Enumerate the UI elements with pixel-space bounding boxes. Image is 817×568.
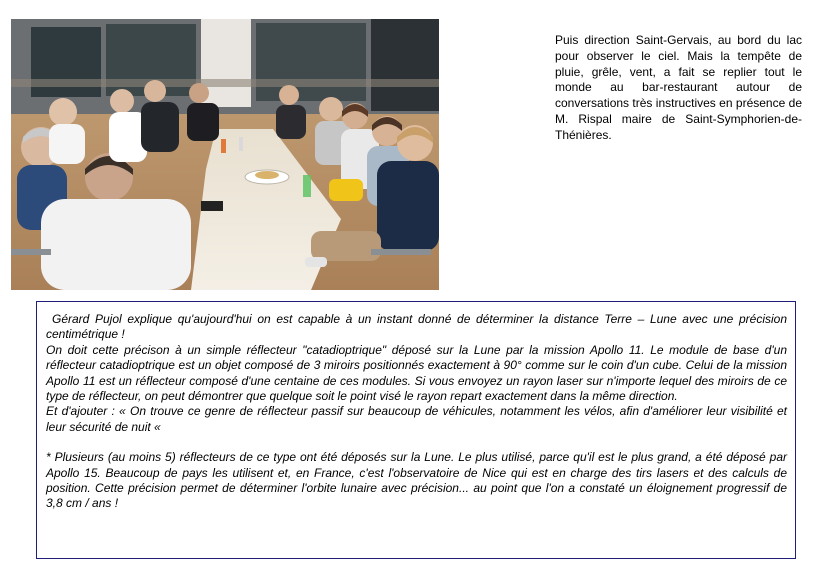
photo-icon: [11, 19, 439, 290]
article-box: [36, 301, 796, 559]
box-footnote: * Plusieurs (au moins 5) réflecteurs de ce type ont été déposés sur la Lune. Le plus utilisé, parce qu'il est le plus grand, a été déposé par Apollo 15. Beaucoup de pays les utilisent et, en France, c'est l'observatoire de Nice qui est en charge des tirs lasers et des calculs de position. Cette précision permet de déterminer l'orbite lunaire avec précision... au point que l'on a constaté un éloignement progressif de 3,8 cm / ans !: [46, 450, 787, 511]
intro-paragraph: Puis direction Saint-Gervais, au bord du lac pour observer le ciel. Mais la tempête de pluie, grêle, vent, a fait se replier tout le monde au bar-restaurant autour de conversations très instructives en présence de M. Rispal maire de Saint-Symphorien-de-Thénières.: [555, 33, 802, 142]
box-paragraph-3: Et d'ajouter : « On trouve ce genre de réflecteur passif sur beaucoup de véhicules, notamment les vélos, afin d'améliorer leur visibilité et leur sécurité de nuit «: [46, 404, 787, 434]
group-meeting-photo: [11, 19, 439, 290]
paragraph-spacer: [46, 435, 787, 450]
box-paragraph-1: Gérard Pujol explique qu'aujourd'hui on est capable à un instant donné de déterminer la distance Terre – Lune avec une précision centimétrique !: [46, 312, 787, 342]
box-paragraph-2: On doit cette précison à un simple réflecteur "catadioptrique" déposé sur la Lune par la mission Apollo 11. Le module de base d'un réflecteur catadioptrique est un objet composé de 3 miroirs positionnés exactement à 90° comme sur le coin d'un cube. Celui de la mission Apollo 11 est un réflecteur composé d'une centaine de ces modules. Si vous envoyez un rayon laser sur n'importe lequel des miroirs de ce type de réflecteur, on peut démontrer que quelque soit le point visé le rayon repart exactement dans la même direction.: [46, 342, 787, 404]
